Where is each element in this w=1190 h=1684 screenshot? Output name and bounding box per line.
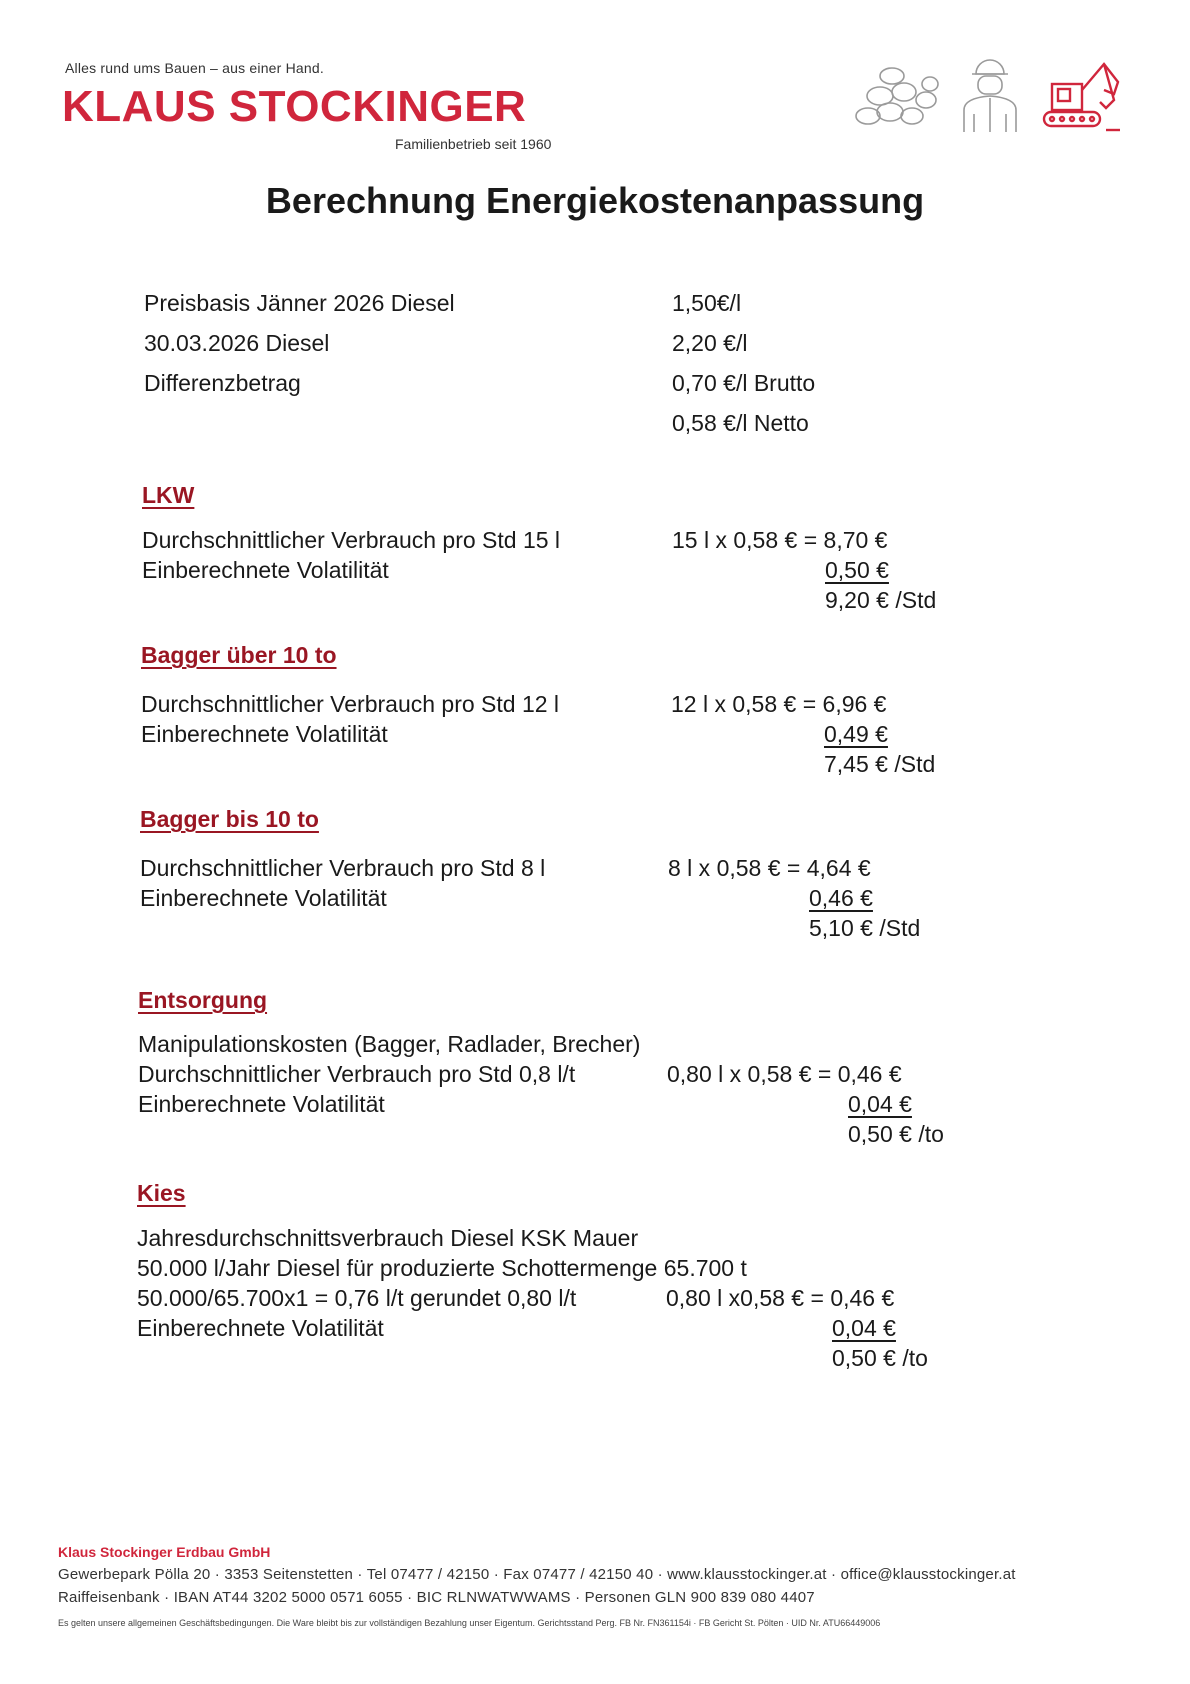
bagger-ueber-total: 7,45 € /Std bbox=[824, 751, 936, 777]
company-logo-text: KLAUS STOCKINGER bbox=[62, 82, 527, 131]
bagger-ueber-calc: 12 l x 0,58 € = 6,96 € bbox=[671, 691, 887, 717]
entsorgung-consumption: Durchschnittlicher Verbrauch pro Std 0,8 l/t bbox=[138, 1061, 576, 1087]
basis-value-1: 1,50€/l bbox=[672, 290, 742, 316]
bagger-bis-volatility-value: 0,46 € bbox=[809, 885, 873, 911]
bagger-bis-calc: 8 l x 0,58 € = 4,64 € bbox=[668, 855, 871, 881]
excavator-icon bbox=[1044, 64, 1120, 130]
entsorgung-manipulation: Manipulationskosten (Bagger, Radlader, Brecher) bbox=[138, 1031, 641, 1057]
lkw-volatility-label: Einberechnete Volatilität bbox=[142, 557, 389, 583]
basis-label-2: 30.03.2026 Diesel bbox=[144, 330, 330, 356]
kies-volatility-value: 0,04 € bbox=[832, 1315, 896, 1341]
section-heading-bagger-ueber: Bagger über 10 to bbox=[141, 642, 337, 668]
basis-value-3: 0,70 €/l Brutto bbox=[672, 370, 816, 396]
footer-address: Gewerbepark Pölla 20 · 3353 Seitenstetten · Tel 07477 / 42150 · Fax 07477 / 42150 40 · www.klausstockinger.at · office@klausstockinger.at bbox=[58, 1566, 1016, 1583]
basis-label-3: Differenzbetrag bbox=[144, 370, 301, 396]
bagger-ueber-volatility-value: 0,49 € bbox=[824, 721, 888, 747]
entsorgung-calc: 0,80 l x 0,58 € = 0,46 € bbox=[667, 1061, 902, 1087]
stones-icon bbox=[856, 68, 938, 124]
basis-value-4: 0,58 €/l Netto bbox=[672, 410, 809, 436]
page-title: Berechnung Energiekostenanpassung bbox=[265, 180, 925, 221]
bagger-bis-total: 5,10 € /Std bbox=[809, 915, 921, 941]
footer-terms: Es gelten unsere allgemeinen Geschäftsbedingungen. Die Ware bleibt bis zur vollständigen Bezahlung unser Eigentum. Gerichtsstand Perg. FB Nr. FN361154i · FB Gericht St. Pölten · UID Nr. ATU66449006 bbox=[58, 1618, 881, 1628]
worker-icon bbox=[964, 60, 1016, 132]
kies-calc: 0,80 l x0,58 € = 0,46 € bbox=[666, 1285, 895, 1311]
tagline: Alles rund ums Bauen – aus einer Hand. bbox=[65, 60, 324, 76]
kies-total: 0,50 € /to bbox=[832, 1345, 928, 1371]
footer-company: Klaus Stockinger Erdbau GmbH bbox=[58, 1544, 271, 1560]
section-heading-entsorgung: Entsorgung bbox=[138, 987, 268, 1013]
kies-production: 50.000 l/Jahr Diesel für produzierte Schottermenge 65.700 t bbox=[137, 1255, 747, 1281]
entsorgung-volatility-label: Einberechnete Volatilität bbox=[138, 1091, 385, 1117]
basis-label-1: Preisbasis Jänner 2026 Diesel bbox=[144, 290, 455, 316]
footer-bank: Raiffeisenbank · IBAN AT44 3202 5000 0571 6055 · BIC RLNWATWWAMS · Personen GLN 900 839 080 4407 bbox=[58, 1589, 815, 1606]
bagger-ueber-volatility-label: Einberechnete Volatilität bbox=[141, 721, 388, 747]
section-heading-bagger-bis: Bagger bis 10 to bbox=[140, 806, 319, 832]
basis-value-2: 2,20 €/l bbox=[672, 330, 748, 356]
bagger-bis-volatility-label: Einberechnete Volatilität bbox=[140, 885, 387, 911]
kies-annual-usage: Jahresdurchschnittsverbrauch Diesel KSK Mauer bbox=[137, 1225, 639, 1251]
bagger-bis-consumption: Durchschnittlicher Verbrauch pro Std 8 l bbox=[140, 855, 546, 881]
section-heading-kies: Kies bbox=[137, 1180, 186, 1206]
lkw-consumption: Durchschnittlicher Verbrauch pro Std 15 l bbox=[142, 527, 561, 553]
lkw-volatility-value: 0,50 € bbox=[825, 557, 889, 583]
logo-icons bbox=[848, 56, 1138, 141]
lkw-calc: 15 l x 0,58 € = 8,70 € bbox=[672, 527, 888, 553]
kies-ratio: 50.000/65.700x1 = 0,76 l/t gerundet 0,80 l/t bbox=[137, 1285, 577, 1311]
entsorgung-total: 0,50 € /to bbox=[848, 1121, 944, 1147]
kies-volatility-label: Einberechnete Volatilität bbox=[137, 1315, 384, 1341]
section-heading-lkw: LKW bbox=[142, 482, 195, 508]
bagger-ueber-consumption: Durchschnittlicher Verbrauch pro Std 12 l bbox=[141, 691, 560, 717]
lkw-total: 9,20 € /Std bbox=[825, 587, 937, 613]
entsorgung-volatility-value: 0,04 € bbox=[848, 1091, 912, 1117]
since-label: Familienbetrieb seit 1960 bbox=[395, 136, 552, 152]
